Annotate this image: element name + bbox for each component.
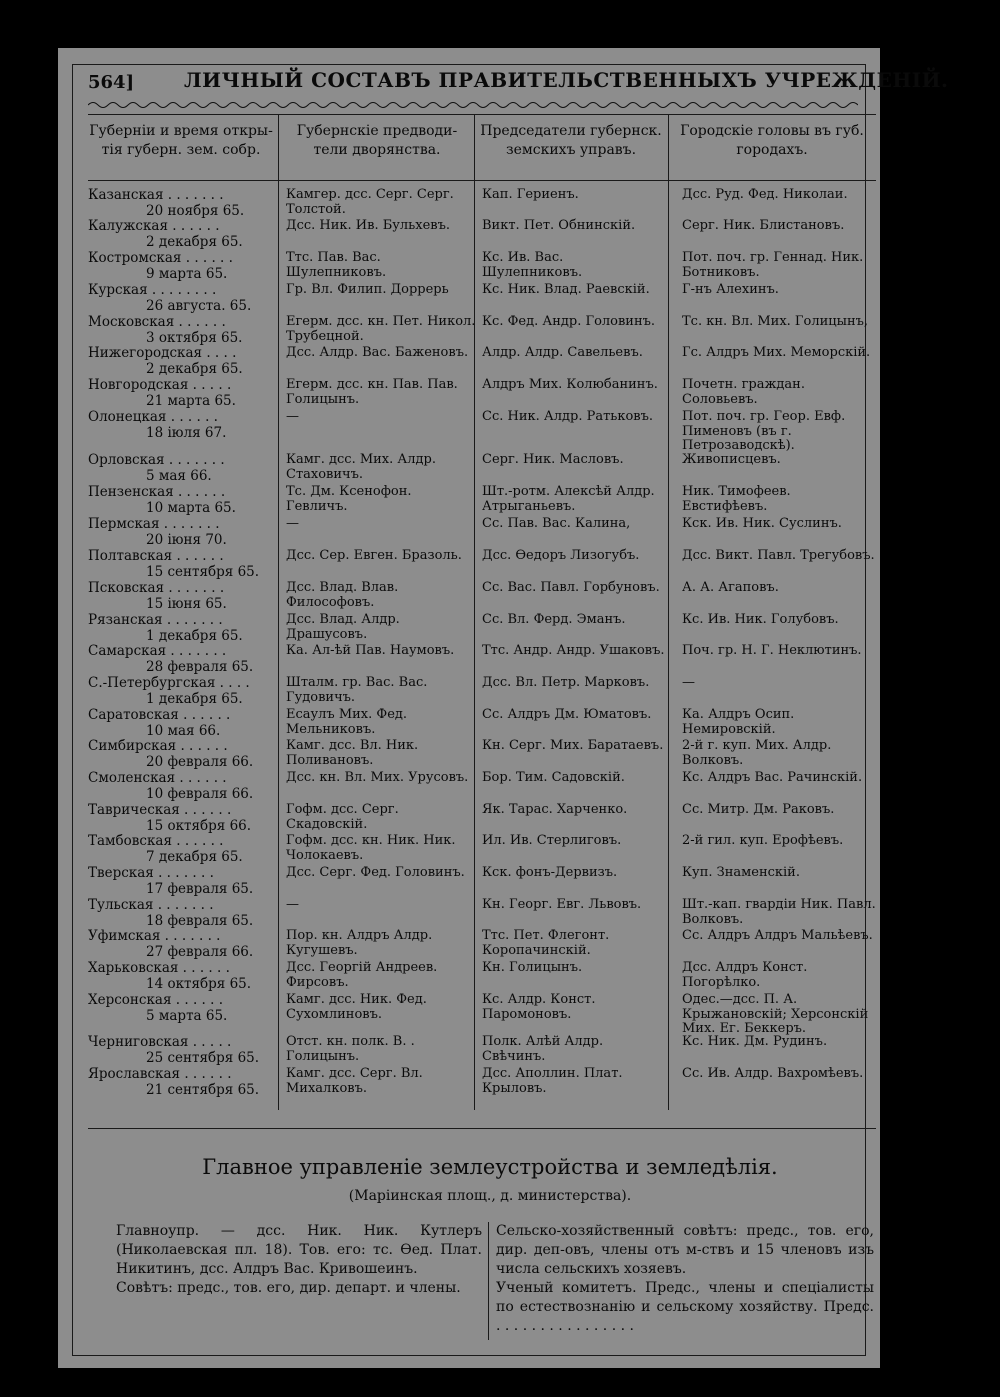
predvoditel-cell: Дсс. кн. Вл. Мих. Урусовъ. <box>286 770 469 785</box>
predvoditel-cell: — <box>286 409 299 424</box>
predvoditel-cell: Пор. кн. Алдръ Алдр. Кугушевъ. <box>286 928 433 958</box>
golova-cell: Почетн. граждан. Соловьевъ. <box>682 377 805 407</box>
predvoditel-cell: Ка. Ал-ѣй Пав. Наумовъ. <box>286 643 455 658</box>
opening-date: 10 февраля 66. <box>146 785 254 802</box>
gubernia-name: Костромская . . . . . . <box>88 251 233 266</box>
gubernia-cell <box>88 898 274 929</box>
gubernia-cell <box>88 251 274 282</box>
golova-cell: Тс. кн. Вл. Мих. Голицынъ, <box>682 314 869 329</box>
opening-date: 27 февраля 66. <box>146 943 254 960</box>
section-right-text <box>496 1222 874 1336</box>
column-divider-1 <box>278 114 279 1110</box>
predvoditel-cell: Камг. дсс. Ник. Фед. Сухомлиновъ. <box>286 992 427 1022</box>
predvoditel-cell: Тс. Дм. Ксенофон. Гевличъ. <box>286 484 412 514</box>
golova-cell: Дсс. Викт. Павл. Трегубовъ. <box>682 548 875 563</box>
predsedatel-cell: Дсс. Ѳедоръ Лизогубъ. <box>482 548 640 563</box>
opening-date: 1 декабря 65. <box>146 627 243 644</box>
gubernia-cell <box>88 219 274 250</box>
gubernia-name: Самарская . . . . . . . <box>88 644 227 659</box>
glavnoupr-paragraph: Главноупр. — дсс. Ник. Ник. Кутлеръ (Николаевская пл. 18). Тов. его: тс. Ѳед. Плат. Никитинъ, дсс. Алдръ Вас. Кривошеинъ. <box>116 1223 482 1277</box>
predsedatel-cell: Сс. Вл. Ферд. Эманъ. <box>482 612 626 627</box>
predvoditel-cell: — <box>286 516 299 531</box>
predvoditel-cell: Гофм. дсс. Серг. Скадовскій. <box>286 802 399 832</box>
golova-cell: 2-й г. куп. Мих. Алдр. Волковъ. <box>682 738 832 768</box>
column-header-golovy: Городскіе головы въ губ. городахъ. <box>680 123 864 158</box>
gubernia-name: Херсонская . . . . . . <box>88 993 223 1008</box>
gubernia-cell <box>88 834 274 865</box>
predsedatel-cell: Як. Тарас. Харченко. <box>482 802 628 817</box>
predsedatel-cell: Ттс. Пет. Флегонт. Коропачинскій. <box>482 928 610 958</box>
opening-date: 10 марта 65. <box>146 499 236 516</box>
predsedatel-cell: Алдр. Алдр. Савельевъ. <box>482 345 643 360</box>
gubernia-name: Смоленская . . . . . . <box>88 771 227 786</box>
gubernia-cell <box>88 739 274 770</box>
gubernia-name: Московская . . . . . . <box>88 315 226 330</box>
golova-cell: 2-й гил. куп. Ерофѣевъ. <box>682 833 844 848</box>
gubernia-cell <box>88 644 274 675</box>
gubernia-cell <box>88 283 274 314</box>
predvoditel-cell: Дсс. Влад. Влав. Философовъ. <box>286 580 399 610</box>
golova-cell: Кс. Алдръ Вас. Рачинскій. <box>682 770 863 785</box>
section-divider <box>488 1222 489 1340</box>
predsedatel-cell: Сс. Ник. Алдр. Ратьковъ. <box>482 409 654 424</box>
opening-date: 7 декабря 65. <box>146 848 243 865</box>
gubernia-cell <box>88 866 274 897</box>
column-header-predvoditeli: Губернскіе предводи-тели дворянства. <box>296 123 458 158</box>
predvoditel-cell: Дсс. Алдр. Вас. Баженовъ. <box>286 345 469 360</box>
golova-cell: Одес.—дсс. П. А. Крыжановскій; Херсонскій Мих. Ег. Беккеръ. <box>682 992 869 1036</box>
gubernia-cell <box>88 613 274 644</box>
predvoditel-cell: Дсс. Георгій Андреев. Фирсовъ. <box>286 960 438 990</box>
table-header-rule <box>88 180 876 181</box>
gubernia-name: Олонецкая . . . . . . <box>88 410 218 425</box>
gubernia-name: Новгородская . . . . . <box>88 378 232 393</box>
gubernia-cell <box>88 708 274 739</box>
gubernia-name: Псковская . . . . . . . <box>88 581 225 596</box>
golova-cell: Гс. Алдръ Мих. Меморскій. <box>682 345 871 360</box>
golova-cell: Шт.-кап. гвардіи Ник. Павл. Волковъ. <box>682 897 876 927</box>
gubernia-cell <box>88 453 274 484</box>
golova-cell: Пот. поч. гр. Геннад. Ник. Ботниковъ. <box>682 250 864 280</box>
gubernia-name: Тамбовская . . . . . . <box>88 834 224 849</box>
gubernia-name: Казанская . . . . . . . <box>88 188 224 203</box>
predsedatel-cell: Серг. Ник. Масловъ. <box>482 452 624 467</box>
section-subtitle: (Маріинская площ., д. министерства). <box>348 1188 632 1204</box>
uchenyi-komitet-paragraph: Ученый комитетъ. Предс., члены и спеціалисты по естествознанію и сельскому хозяйству. Предс. . . . . . . . . . . . . . . . . <box>496 1280 874 1334</box>
gubernia-cell <box>88 993 274 1024</box>
predsedatel-cell: Сс. Пав. Вас. Калина, <box>482 516 631 531</box>
opening-date: 17 февраля 65. <box>146 880 254 897</box>
gubernia-name: Харьковская . . . . . . <box>88 961 230 976</box>
opening-date: 15 іюня 65. <box>146 595 227 612</box>
opening-date: 20 февраля 66. <box>146 753 254 770</box>
golova-cell: Кс. Ив. Ник. Голубовъ. <box>682 612 839 627</box>
predvoditel-cell: Егерм. дсс. кн. Пет. Никол. Трубецной. <box>286 314 476 344</box>
gubernia-cell <box>88 378 274 409</box>
gubernia-name: Таврическая . . . . . . <box>88 803 232 818</box>
golova-cell: А. А. Агаповъ. <box>682 580 779 595</box>
gubernia-name: Пермская . . . . . . . <box>88 517 220 532</box>
gubernia-cell <box>88 581 274 612</box>
gubernia-name: Полтавская . . . . . . <box>88 549 224 564</box>
predsedatel-cell: Бор. Тим. Садовскій. <box>482 770 625 785</box>
opening-date: 18 февраля 65. <box>146 912 254 929</box>
predsedatel-cell: Викт. Пет. Обнинскій. <box>482 218 636 233</box>
golova-cell: Ка. Алдръ Осип. Немировскій. <box>682 707 795 737</box>
predsedatel-cell: Алдръ Мих. Колюбанинъ. <box>482 377 658 392</box>
opening-date: 5 мая 66. <box>146 467 212 484</box>
predvoditel-cell: Камгер. дсс. Серг. Серг. Толстой. <box>286 187 454 217</box>
predvoditel-cell: Дсс. Ник. Ив. Бульхевъ. <box>286 218 450 233</box>
predsedatel-cell: Полк. Алѣй Алдр. Свѣчинъ. <box>482 1034 604 1064</box>
column-divider-3 <box>668 114 669 1110</box>
opening-date: 2 декабря 65. <box>146 233 243 250</box>
gubernia-cell <box>88 346 274 377</box>
predvoditel-cell: Гофм. дсс. кн. Ник. Ник. Чолокаевъ. <box>286 833 456 863</box>
golova-cell: Куп. Знаменскій. <box>682 865 800 880</box>
predvoditel-cell: Дсс. Влад. Алдр. Драшусовъ. <box>286 612 400 642</box>
predsedatel-cell: Кн. Голицынъ. <box>482 960 583 975</box>
golova-cell: Сс. Ив. Алдр. Вахромѣевъ. <box>682 1066 864 1081</box>
predsedatel-cell: Кс. Ник. Влад. Раевскій. <box>482 282 650 297</box>
predvoditel-cell: Есаулъ Мих. Фед. Мельниковъ. <box>286 707 408 737</box>
predsedatel-cell: Ил. Ив. Стерлиговъ. <box>482 833 622 848</box>
golova-cell: Пот. поч. гр. Геор. Евф. Пименовъ (въ г. Петрозаводскѣ). <box>682 409 846 453</box>
opening-date: 15 октября 66. <box>146 817 252 834</box>
gubernia-cell <box>88 1067 274 1098</box>
opening-date: 14 октября 65. <box>146 975 252 992</box>
predvoditel-cell: Шталм. гр. Вас. Вас. Гудовичъ. <box>286 675 428 705</box>
gubernia-name: Нижегородская . . . . <box>88 346 237 361</box>
predsedatel-cell: Сс. Алдръ Дм. Юматовъ. <box>482 707 652 722</box>
gubernia-cell <box>88 410 274 441</box>
gubernia-cell <box>88 485 274 516</box>
gubernia-cell <box>88 803 274 834</box>
golova-cell: Дсс. Руд. Фед. Николаи. <box>682 187 848 202</box>
predsedatel-cell: Сс. Вас. Павл. Горбуновъ. <box>482 580 660 595</box>
opening-date: 21 сентября 65. <box>146 1081 260 1098</box>
predsedatel-cell: Ттс. Андр. Андр. Ушаковъ. <box>482 643 665 658</box>
gubernia-name: Орловская . . . . . . . <box>88 453 225 468</box>
opening-date: 20 ноября 65. <box>146 202 245 219</box>
gubernia-cell <box>88 929 274 960</box>
gubernia-name: Черниговская . . . . . <box>88 1035 232 1050</box>
predsedatel-cell: Кс. Фед. Андр. Головинъ. <box>482 314 656 329</box>
selsko-khoz-sovet-paragraph: Сельско-хозяйственный совѣтъ: предс., тов. его, дир. деп-овъ, члены отъ м-ствъ и 15 членовъ изъ числа сельскихъ хозяевъ. <box>496 1223 874 1277</box>
gubernia-cell <box>88 961 274 992</box>
predsedatel-cell: Кап. Гериенъ. <box>482 187 579 202</box>
golova-cell: Ник. Тимофеев. Евстифѣевъ. <box>682 484 791 514</box>
predvoditel-cell: Камг. дсс. Мих. Алдр. Стаховичъ. <box>286 452 436 482</box>
gubernia-cell <box>88 315 274 346</box>
predsedatel-cell: Кн. Георг. Евг. Львовъ. <box>482 897 642 912</box>
gubernia-name: Курская . . . . . . . . <box>88 283 217 298</box>
opening-date: 28 февраля 65. <box>146 658 254 675</box>
predsedatel-cell: Дсс. Аполлин. Плат. Крыловъ. <box>482 1066 623 1096</box>
gubernia-cell <box>88 188 274 219</box>
golova-cell: Живописцевъ. <box>682 452 781 467</box>
predvoditel-cell: Отст. кн. полк. В. . Голицынъ. <box>286 1034 415 1064</box>
column-header-gubernii: Губерніи и время откры-тія губерн. зем. собр. <box>89 123 273 158</box>
golova-cell: Кс. Ник. Дм. Рудинъ. <box>682 1034 828 1049</box>
golova-cell: Сс. Митр. Дм. Раковъ. <box>682 802 835 817</box>
gubernia-name: Калужская . . . . . . <box>88 219 220 234</box>
golova-cell: Серг. Ник. Блистановъ. <box>682 218 845 233</box>
opening-date: 1 декабря 65. <box>146 690 243 707</box>
golova-cell: — <box>682 675 695 690</box>
golova-cell: Г-нъ Алехинъ. <box>682 282 779 297</box>
golova-cell: Кск. Ив. Ник. Суслинъ. <box>682 516 842 531</box>
predvoditel-cell: Камг. дсс. Серг. Вл. Михалковъ. <box>286 1066 423 1096</box>
predvoditel-cell: Ттс. Пав. Вас. Шулепниковъ. <box>286 250 387 280</box>
sovet-paragraph: Совѣтъ: предс., тов. его, дир. департ. и члены. <box>116 1280 461 1296</box>
opening-date: 15 сентября 65. <box>146 563 260 580</box>
column-header-predsedateli: Председатели губернск. земскихъ управъ. <box>480 123 662 158</box>
predvoditel-cell: Дсс. Серг. Фед. Головинъ. <box>286 865 465 880</box>
gubernia-name: Тульская . . . . . . . <box>88 898 214 913</box>
gubernia-cell <box>88 771 274 802</box>
wavy-rule <box>88 100 858 110</box>
predsedatel-cell: Дсс. Вл. Петр. Марковъ. <box>482 675 650 690</box>
gubernia-name: Ярославская . . . . . . <box>88 1067 232 1082</box>
opening-date: 10 мая 66. <box>146 722 221 739</box>
gubernia-name: Симбирская . . . . . . <box>88 739 228 754</box>
gubernia-name: Тверская . . . . . . . <box>88 866 214 881</box>
predsedatel-cell: Кс. Алдр. Конст. Паромоновъ. <box>482 992 596 1022</box>
opening-date: 5 марта 65. <box>146 1007 228 1024</box>
opening-date: 18 іюля 67. <box>146 424 227 441</box>
table-bottom-rule <box>88 1128 876 1129</box>
predvoditel-cell: Гр. Вл. Филип. Доррерь <box>286 282 449 297</box>
gubernia-name: Уфимская . . . . . . . <box>88 929 221 944</box>
predvoditel-cell: Егерм. дсс. кн. Пав. Пав. Голицынъ. <box>286 377 458 407</box>
gubernia-cell <box>88 676 274 707</box>
predvoditel-cell: — <box>286 897 299 912</box>
predsedatel-cell: Кск. фонъ-Дервизъ. <box>482 865 618 880</box>
opening-date: 3 октября 65. <box>146 329 243 346</box>
golova-cell: Поч. гр. Н. Г. Неклютинъ. <box>682 643 862 658</box>
predvoditel-cell: Камг. дсс. Вл. Ник. Поливановъ. <box>286 738 419 768</box>
gubernia-cell <box>88 549 274 580</box>
gubernia-cell <box>88 1035 274 1066</box>
predvoditel-cell: Дсс. Сер. Евген. Бразоль. <box>286 548 462 563</box>
golova-cell: Дсс. Алдръ Конст. Погорѣлко. <box>682 960 808 990</box>
section-left-text <box>116 1222 482 1298</box>
predsedatel-cell: Кс. Ив. Вас. Шулепниковъ. <box>482 250 583 280</box>
opening-date: 26 августа. 65. <box>146 297 252 314</box>
gubernia-name: Рязанская . . . . . . . <box>88 613 223 628</box>
opening-date: 21 марта 65. <box>146 392 236 409</box>
predsedatel-cell: Шт.-ротм. Алексѣй Алдр. Атрыганьевъ. <box>482 484 655 514</box>
gubernia-name: С.-Петербургская . . . . <box>88 676 250 691</box>
page-header <box>88 64 949 98</box>
opening-date: 9 марта 65. <box>146 265 228 282</box>
gubernia-name: Пензенская . . . . . . <box>88 485 226 500</box>
page-number: 564] <box>88 72 135 93</box>
gubernia-cell <box>88 517 274 548</box>
opening-date: 2 декабря 65. <box>146 360 243 377</box>
opening-date: 20 іюня 70. <box>146 531 227 548</box>
page-title: ЛИЧНЫЙ СОСТАВЪ ПРАВИТЕЛЬСТВЕННЫХЪ УЧРЕЖДЕНІЙ. <box>184 68 949 92</box>
golova-cell: Сс. Алдръ Алдръ Мальѣевъ. <box>682 928 873 943</box>
gubernia-name: Саратовская . . . . . . <box>88 708 231 723</box>
predsedatel-cell: Кн. Серг. Мих. Баратаевъ. <box>482 738 664 753</box>
table-top-rule <box>88 114 876 115</box>
section-title: Главное управленіе землеустройства и земледѣлія. <box>202 1155 778 1179</box>
opening-date: 25 сентября 65. <box>146 1049 260 1066</box>
